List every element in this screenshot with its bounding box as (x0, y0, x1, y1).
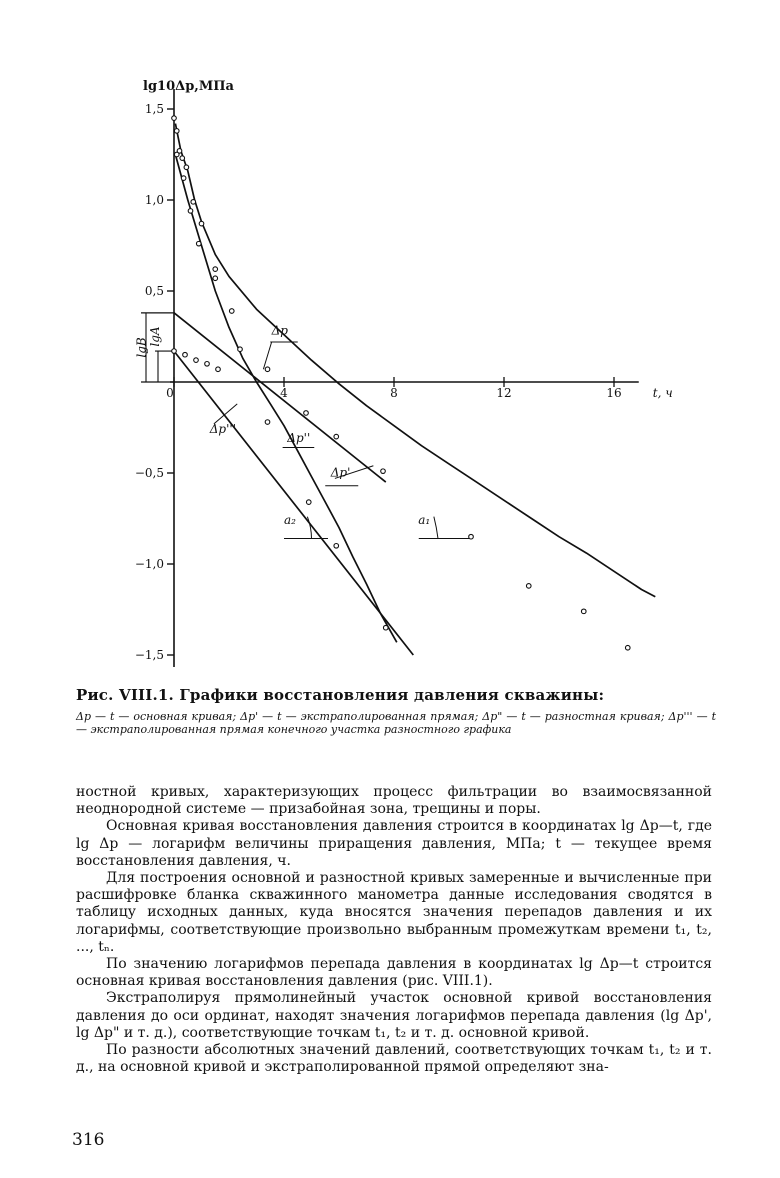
curve-label: a₂ (284, 512, 296, 527)
x-axis-title: t, ч (652, 386, 673, 400)
series-line (175, 124, 655, 597)
chart-series (172, 116, 656, 655)
data-point (229, 309, 234, 314)
data-point (265, 367, 270, 372)
data-point (172, 116, 177, 121)
y-tick-label: −0,5 (134, 466, 164, 480)
x-tick-label: 8 (390, 386, 398, 400)
page-number: 316 (72, 1130, 105, 1150)
data-point (334, 544, 339, 549)
data-point (174, 129, 179, 134)
data-point (196, 241, 201, 246)
a1-arc (434, 517, 438, 539)
chart-annotations (135, 324, 430, 527)
paragraph: ностной кривых, характеризующих процесс фильтрации во взаимосвязанной неоднородной системе — призабойная зона, трещины и поры. (76, 784, 712, 818)
curve-label: a₁ (418, 512, 431, 527)
data-point (381, 469, 386, 474)
data-point (191, 200, 196, 205)
data-point (205, 362, 210, 367)
y-tick-label: −1,5 (134, 648, 164, 662)
data-point (469, 534, 474, 539)
curve-label: Δp'' (287, 431, 311, 446)
data-point (184, 165, 189, 170)
data-point (213, 276, 218, 281)
data-point (172, 349, 177, 354)
series-1 (172, 116, 656, 650)
paragraph: По значению логарифмов перепада давления в координатах lg Δp—t строится основная кривая восстановления давления (рис. VIII.1). (76, 956, 712, 990)
x-tick-label: 0 (166, 386, 174, 400)
data-point (199, 221, 204, 226)
data-point (216, 367, 221, 372)
curve-label: Δp (271, 323, 288, 338)
chart-axes (135, 79, 673, 667)
paragraph: По разности абсолютных значений давлений, соответствующих точкам t₁, t₂ и т. д., на основной кривой и экстраполированной прямой определяют зна- (76, 1042, 712, 1076)
paragraph: Основная кривая восстановления давления строится в координатах lg Δp—t, где lg Δp — логарифм величины приращения давления, МПа; t — текущее время восстановления давления, ч. (76, 818, 712, 869)
data-point (183, 352, 188, 357)
data-point (581, 609, 586, 614)
curve-label: lgB (134, 337, 149, 358)
series-4 (172, 349, 414, 655)
curve-label: Δp' (330, 465, 351, 480)
data-point (213, 267, 218, 272)
y-tick-label: 1,0 (144, 193, 164, 207)
body-text (76, 784, 712, 1076)
data-point (188, 209, 193, 214)
data-point (180, 156, 185, 161)
series-line (174, 313, 386, 482)
data-point (181, 176, 186, 181)
data-point (334, 434, 339, 439)
data-point (304, 411, 309, 416)
y-axis-title: lg10Δp,МПа (143, 79, 234, 94)
data-point (174, 152, 179, 157)
figure-caption-text: Δp — t — основная кривая; Δp' — t — экстраполированная прямая; Δp" — t — разностная кривая; Δp''' — t — экстраполированная прямая конечного участка разностного графика (76, 710, 716, 736)
data-point (383, 625, 388, 630)
y-tick-label: 0,5 (144, 284, 164, 298)
paragraph: Для построения основной и разностной кривых замеренные и вычисленные при расшифровке бланка скважинного манометра данные исследования сводятся в таблицу исходных данных, куда вносятся значения перепадов давления и их логарифмы, соответствующие произвольно выбранным промежуткам времени t₁, t₂, ..., tₙ. (76, 870, 712, 955)
series-2 (174, 313, 386, 482)
curve-label: lgA (147, 326, 162, 347)
data-point (306, 500, 311, 505)
x-tick-label: 4 (280, 386, 288, 400)
paragraph: Экстраполируя прямолинейный участок основной кривой восстановления давления до оси ординат, находят значения логарифмов перепада давления (lg Δp', lg Δp" и т. д.), соответствующие точкам t₁, t₂ и т. д. основной кривой. (76, 990, 712, 1041)
data-point (526, 584, 531, 589)
data-point (194, 358, 199, 363)
data-point (238, 347, 243, 352)
data-point (265, 420, 270, 425)
figure-caption-title: Рис. VIII.1. Графики восстановления давления скважины: (76, 686, 605, 704)
series-line (174, 351, 413, 655)
x-tick-label: 12 (496, 386, 512, 400)
data-point (625, 645, 630, 650)
y-tick-label: 1,5 (144, 102, 164, 116)
curve-label: Δp''' (209, 421, 236, 436)
y-tick-label: −1,0 (134, 557, 164, 571)
x-tick-label: 16 (606, 386, 622, 400)
leader-line (263, 342, 271, 369)
